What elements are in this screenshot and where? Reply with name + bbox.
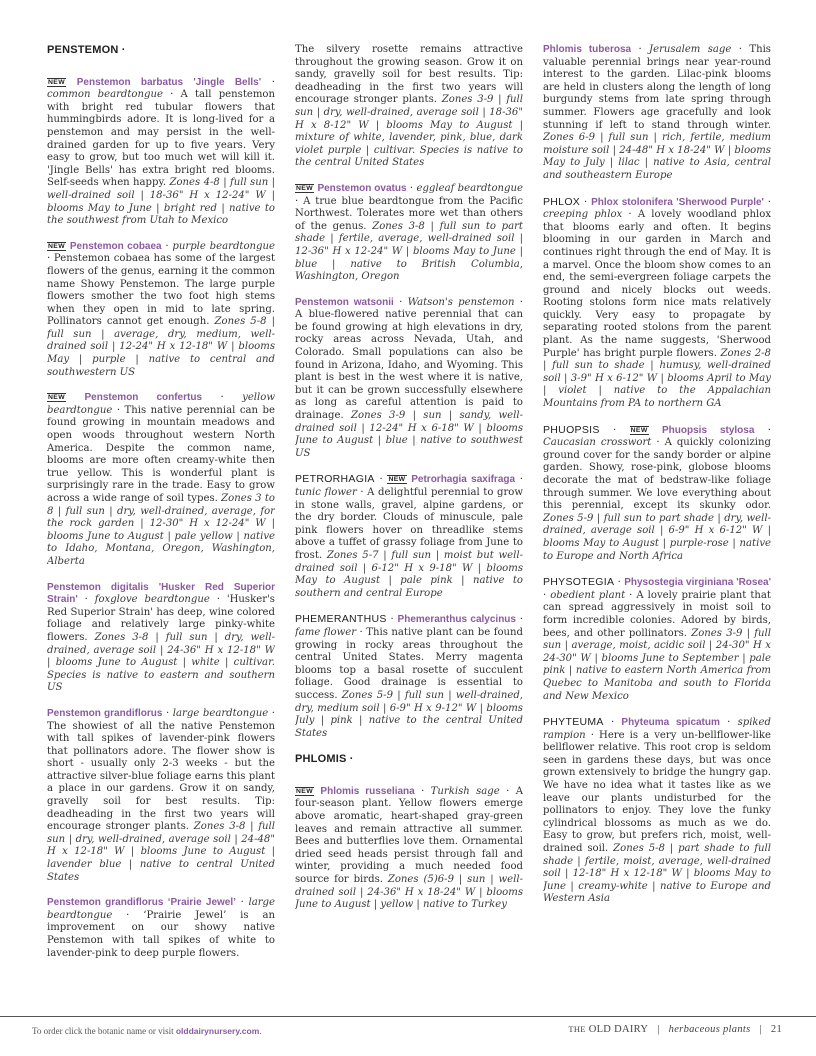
botanic-name-link[interactable]: Phuopsis stylosa [662,424,755,436]
botanic-name-link[interactable]: Phyteuma spicatum [621,717,720,729]
plant-description: This native perennial can be found growing in mountain meadows and open woods throughout western North America. Despite the common name, blooms are more often creamy-white then true yellow. This is wonderful plant is surprisingly rare in the trade. Easy to grow across a wide range of soil types. [47,404,275,504]
plant-description: A lovely prairie plant that can spread aggressively in moist soil to form incredible colonies. Adored by birds, bees, and other pollinators. [543,589,771,639]
plant-description: Penstemon cobaea has some of the largest flowers of the genus, earning it the common name Showy Penstemon. The large purple flowers smother the two foot high stems when they open in mid to late spring. Pollinators cannot get enough. [47,253,275,328]
growing-specs: Zones 3-9 | sun | sandy, well-drained soil | 12-24" H x 6-18" W | blooms June to August | blue | native to southwest US [295,410,523,459]
column-2 [295,44,523,1004]
plant-entry: Penstemon grandiflorus · large beardtongue · The showiest of all the native Penstemon with tall spikes of lavender-pink flowers that pollinators adore. The flower show is short - usually only 2-3 weeks - but the attractive silver-blue foliage earns this plant a place in our gardens. Grow it on sandy, gravelly soil for best results. Tip: deadheading in the first two years will encourage stronger plants. Zones 3-8 | full sun | dry, well-drained, average soil | 24-48" H x 12-18" W | blooms June to August | lavender blue | native to central United States [47,707,275,883]
genus-name: PHLOX [543,195,581,208]
botanic-name-link[interactable]: Petrorhagia saxifraga [411,474,516,486]
botanic-name-link[interactable]: Penstemon grandiflorus ‘Prairie Jewel’ [47,897,236,909]
footer-section: herbaceous plants [668,1024,751,1035]
common-name: foxglove beardtongue [94,594,210,606]
common-name: Caucasian crosswort [543,437,652,449]
plant-description: A true blue beardtongue from the Pacific Northwest. Tolerates more wet than others of the genus. [295,195,523,232]
footer-brand-prefix: THE [568,1024,586,1034]
footer-order-text: To order click the botanic name or visit [32,1026,176,1036]
botanic-name-link[interactable]: Penstemon ovatus [317,182,407,194]
botanic-name-link[interactable]: Phlox stolonifera 'Sherwood Purple' [591,196,764,208]
common-name: creeping phlox [543,209,623,221]
plant-description: ‘Prairie Jewel’ is an improvement on our showy native Penstemon with tall spikes of white to lavender-pink to deep purple flowers. [47,909,275,959]
common-name: large beardtongue [172,707,269,719]
plant-description: A blue-flowered native perennial that can be found growing at high elevations in dry, rocky areas across Nevada, Utah, and Colorado. Small populations can also be found in Arizona, Idaho, and Wyoming. This plant is best in the west where it is native, but it can be grown successfully elsewhere as long as careful attention is paid to drainage. [295,309,523,422]
growing-specs: Zones 3 to 8 | full sun | dry, well-drained, average, for the rock garden | 12-30" H x 12-24" W | blooms June to August | pale yellow | native to Idaho, Montana, Oregon, Washington, Alberta [47,493,275,567]
genus-heading [47,44,275,58]
new-badge: NEW [296,787,314,795]
footer-divider [0,1016,816,1017]
genus-name: PENSTEMON [47,44,119,56]
footer-brand: OLD DAIRY [585,1024,649,1035]
new-badge: NEW [296,184,314,192]
genus-name: PHYSOTEGIA [543,576,615,589]
growing-specs: Zones 6-9 | full sun | rich, fertile, medium moisture soil | 24-48" H x 18-24" W | blooms May to July | lilac | native to Asia, central and southeastern Europe [543,132,771,181]
new-badge: NEW [48,394,66,402]
growing-specs: Zones 5-8 | part shade to full shade | fertile, moist, average, well-drained soil | 12-18" H x 12-18" W | blooms May to June | creamy-white | native to Europe and Western Asia [543,843,771,905]
growing-specs: Zones 3-8 | full sun to part shade | fertile, average, well-drained soil | 12-36" H x 12-24" W | blooms May to June | blue | native to British Columbia, Washington, Oregon [295,220,523,283]
common-name: yellow beardtongue [47,392,275,416]
common-name: tunic flower [295,487,357,498]
plant-entry: NEW Penstemon ovatus · eggleaf beardtongue · A true blue beardtongue from the Pacific Northwest. Tolerates more wet than others of the genus. Zones 3-8 | full sun to part shade | fertile, average, well-drained soil | 12-36" H x 12-24" W | blooms May to June | blue | native to British Columbia, Washington, Oregon [295,182,523,283]
growing-specs: Zones 4-8 | full sun | well-drained soil | 18-36" H x 12-24" W | blooms May to June | bright red | native to the southwest from Utah to Mexico [47,177,275,227]
growing-specs: Zones 3-8 | full sun | dry, well-drained, average soil | 24-48" H x 12-18" W | blooms June to August | lavender blue | native to central United States [47,821,275,883]
botanic-name-link[interactable]: Penstemon confertus [84,392,202,404]
plant-entry: NEW Phlomis russeliana · Turkish sage · A four-season plant. Yellow flowers emerge above aromatic, heart-shaped gray-green leaves and remain attractive all summer. Bees and butterflies love them. Ornamental dried seed heads persist through fall and winter, providing a much needed food source for birds. Zones (5)6-9 | sun | well-drained soil | 24-36" H x 18-24" W | blooms June to August | yellow | native to Turkey [295,785,523,911]
plant-description: A delightful perennial to grow in stone walls, gravel, alpine gardens, or the dry border. Clouds of minuscule, pale pink flowers hover on threadlike stems above a tuffet of grassy foliage from June to frost. [295,487,523,561]
plant-entry: Phlomis tuberosa · Jerusalem sage · This valuable perennial brings near year-round interest to the garden. Lilac-pink blooms are held in clusters along the length of long burgundy stems from late spring through summer. Flowers age gracefully and look stunning if left to stand through winter. Zones 6-9 | full sun | rich, fertile, medium moisture soil | 24-48" H x 18-24" W | blooms May to July | lilac | native to Asia, central and southeastern Europe [543,44,771,181]
new-badge: NEW [630,426,648,434]
botanic-name-link[interactable]: Penstemon watsonii [295,296,394,308]
plant-entry: NEW Penstemon confertus · yellow beardtongue · This native perennial can be found growing in mountain meadows and open woods throughout western North America. Despite the common name, blooms are more often creamy-white then true yellow. This is wonderful plant is surprisingly rare in the trade. Easy to grow across a wide range of soil types. Zones 3 to 8 | full sun | dry, well-drained, average, for the rock garden | 12-30" H x 12-24" W | blooms June to August | pale yellow | native to Idaho, Montana, Oregon, Washington, Alberta [47,392,275,567]
plant-description: A four-season plant. Yellow flowers emerge above aromatic, heart-shaped gray-green leaves and remain attractive all summer. Bees and butterflies love them. Ornamental dried seed heads persist through fall and winter, providing a much needed food source for birds. [295,785,523,886]
genus-heading [295,753,523,767]
growing-specs: Zones 5-9 | full sun to part shade | dry, well-drained, average soil | 6-9" H x 6-12" W | blooms May to August | purple-rose | native to Europe and North Africa [543,512,771,562]
botanic-name-link[interactable]: Penstemon digitalis 'Husker Red Superior Strain' [47,581,275,606]
column-3 [543,44,771,1004]
common-name: Jerusalem sage [649,44,732,55]
genus-name: PHLOMIS [295,753,347,766]
botanic-name-link[interactable]: Physostegia virginiana 'Rosea' [624,577,771,589]
column-1 [47,44,275,1004]
growing-specs: Zones 3-9 | full sun | dry, well-drained, average soil | 18-36" H x 8-12" W | blooms May to August | mixture of white, lavender, pink, blue, dark violet purple | cultivar. Species is native to the central United States [295,94,523,169]
common-name: eggleaf beardtongue [416,182,523,194]
footer-page-number: 21 [770,1024,782,1035]
common-name: Watson's penstemon [407,296,515,308]
botanic-name-link[interactable]: Phlomis russeliana [320,785,415,797]
plant-description: A quickly colonizing ground cover for the sandy border or alpine garden. Showy, rose-pink, globose blooms decorate the mat of bedstraw-like foliage through summer. We love everything about this perennial, except its skunky odor. [543,437,771,512]
growing-specs: Zones 3-9 | full sun | average, moist, acidic soil | 24-30" H x 24-30" W | blooms June to September | pale pink | native to eastern North America from Quebec to Manitoba and south to Florida and New Mexico [543,627,771,702]
plant-entry: PHYTEUMA · Phyteuma spicatum · spiked rampion · Here is a very un-bellflower-like bellflower relative. This root crop is seldom seen in gardens these days, but was once grown extensively to bridge the hungry gap. We have no idea what it tastes like as we leave our plants undisturbed for the pollinators to enjoy. They love the funky cylindrical blossoms as much as we do. Easy to grow, but prefers rich, moist, well-drained soil. Zones 5-8 | part shade to full shade | fertile, moist, average, well-drained soil | 12-18" H x 12-18" W | blooms May to June | creamy-white | native to Europe and Western Asia [543,716,771,905]
genus-name: PETRORHAGIA [295,473,375,486]
growing-specs: Zones 3-8 | full sun | dry, well-drained, average soil | 24-36" H x 12-18" W | blooms June to August | white | cultivar. Species is native to eastern and southern US [47,631,275,694]
botanic-name-link[interactable]: Phemeranthus calycinus [397,614,516,626]
genus-separator: · [118,44,126,56]
footer-order-note [32,1026,262,1036]
plant-description: The showiest of all the native Penstemon with tall spikes of lavender-pink flowers that pollinators adore. The flower show is short - usually only 2-3 weeks - but the attractive silver-blue foliage earns this plant a place in our gardens. Grow it on sandy, gravelly soil for best results. Tip: deadheading in the first two years will encourage stronger plants. [47,720,275,833]
common-name: large beardtongue [47,897,275,921]
growing-specs: Zones 5-8 | full sun | average, dry, medium, well-drained soil | 12-24" H x 12-18" W | blooms May | purple | native to central and southwestern US [47,316,275,378]
new-badge: NEW [388,476,406,484]
plant-description: A lovely woodland phlox that blooms early and often. It begins blooming in our garden in March and continues right through the end of May. It is a marvel. Once the bloom show comes to an end, the semi-evergreen foliage carpets the ground and nicely blocks out weeds. Rooting stolons form nice mats relatively quickly. Very easy to propagate by separating rooted stolons from the parent plant. As the name suggests, 'Sherwood Purple' has bright purple flowers. [543,209,771,359]
plant-entry: Penstemon digitalis 'Husker Red Superior Strain' · foxglove beardtongue · 'Husker's Red Superior Strain' has deep, wine colored foliage and relatively large pinky-white flowers. Zones 3-8 | full sun | dry, well-drained, average soil | 24-36" H x 12-18" W | blooms June to August | white | cultivar. Species is native to eastern and southern US [47,581,275,694]
common-name: fame flower [295,626,357,638]
botanic-name-link[interactable]: Penstemon cobaea [69,240,162,252]
plant-description: This valuable perennial brings near year-round interest to the garden. Lilac-pink blooms are held in clusters along the length of long burgundy stems from late spring through summer. Flowers age gracefully and look stunning if left to stand through winter. [543,44,771,131]
new-badge: NEW [48,242,66,250]
growing-specs: Zones (5)6-9 | sun | well-drained soil | 24-36" H x 18-24" W | blooms June to August | yellow | native to Turkey [295,874,523,911]
plant-entry: Penstemon watsonii · Watson's penstemon · A blue-flowered native perennial that can be found growing at high elevations in dry, rocky areas across Nevada, Utah, and Colorado. Small populations can also be found in Arizona, Idaho, and Wyoming. This plant is best in the west where it is native, but it can be grown successfully elsewhere as long as careful attention is paid to drainage. Zones 3-9 | sun | sandy, well-drained soil | 12-24" H x 6-18" W | blooms June to August | blue | native to southwest US [295,296,523,459]
genus-name: PHUOPSIS [543,423,600,436]
plant-entry [295,44,523,170]
plant-description: A tall penstemon with bright red tubular flowers that hummingbirds adore. It is long-lived for a penstemon and may persist in the well-drained garden for up to five years. Very easy to grow, but too much wet will kill it. 'Jingle Bells' has extra bright red blooms. Self-seeds when happy. [47,89,275,189]
plant-entry: Penstemon grandiflorus ‘Prairie Jewel’ · large beardtongue · ‘Prairie Jewel’ is an improvement on our showy native Penstemon with tall spikes of white to lavender-pink to deep purple flowers. [47,897,275,959]
plant-entry: PHUOPSIS · NEW Phuopsis stylosa · Caucasian crosswort · A quickly colonizing ground cover for the sandy border or alpine garden. Showy, rose-pink, globose blooms decorate the mat of bedstraw-like foliage through summer. We love everything about this perennial, except its skunky odor. Zones 5-9 | full sun to part shade | dry, well-drained, average soil | 6-9" H x 6-12" W | blooms May to August | purple-rose | native to Europe and North Africa [543,423,771,562]
plant-description: Here is a very un-bellflower-like bellflower relative. This root crop is seldom seen in gardens these days, but was once grown extensively to bridge the hungry gap. We have no idea what it tastes like as we leave our plants undisturbed for the pollinators to enjoy. They love the funky cylindrical blossoms as much as we do. Easy to grow, but prefers rich, moist, well-drained soil. [543,729,771,855]
common-name: obedient plant [550,589,626,601]
common-name: purple beardtongue [172,240,275,252]
common-name: Turkish sage [430,785,500,797]
footer-branding: THE OLD DAIRY | herbaceous plants | 21 [568,1024,782,1035]
plant-entry: NEW Penstemon barbatus 'Jingle Bells' · common beardtongue · A tall penstemon with bright red tubular flowers that hummingbirds adore. It is long-lived for a penstemon and may persist in the well-drained garden for up to five years. Very easy to grow, but too much wet will kill it. 'Jingle Bells' has extra bright red blooms. Self-seeds when happy. Zones 4-8 | full sun | well-drained soil | 18-36" H x 12-24" W | blooms May to June | bright red | native to the southwest from Utah to Mexico [47,76,275,227]
growing-specs: Zones 5-9 | full sun | well-drained, dry, medium soil | 6-9" H x 9-12" W | blooms July | pink | native to the central United States [295,689,523,739]
entry-continuation: The silvery rosette remains attractive throughout the growing season. Grow it on sandy, gravelly soil for best results. Tip: deadheading in the first two years will encourage stronger plants. [295,44,523,106]
plant-entry: PHYSOTEGIA · Physostegia virginiana 'Rosea' · obedient plant · A lovely prairie plant that can spread aggressively in moist soil to form incredible colonies. Adored by birds, bees, and other pollinators. Zones 3-9 | full sun | average, moist, acidic soil | 24-30" H x 24-30" W | blooms June to September | pale pink | native to eastern North America from Quebec to Manitoba and south to Florida and New Mexico [543,576,771,702]
botanic-name-link[interactable]: Penstemon barbatus 'Jingle Bells' [76,76,262,88]
footer-order-end: . [259,1026,262,1036]
genus-separator: · [346,753,354,766]
common-name: spiked rampion [543,717,771,741]
growing-specs: Zones 5-7 | full sun | moist but well-drained soil | 6-12" H x 9-18" W | blooms May to August | pale pink | native to southern and central Europe [295,549,523,599]
catalog-columns [47,44,771,1004]
new-badge: NEW [48,78,66,86]
genus-name: PHEMERANTHUS [295,613,387,626]
botanic-name-link[interactable]: Phlomis tuberosa [543,44,632,55]
plant-description: This native plant can be found growing in rocky areas throughout the central United States. Merry magenta blooms top a basal rosette of succulent foliage. Good drainage is essential to success. [295,626,523,701]
botanic-name-link[interactable]: Penstemon grandiflorus [47,707,163,719]
growing-specs: Zones 2-8 | full sun to shade | humusy, well-drained soil | 3-9" H x 6-12" W | blooms April to May | violet | native to the Appalachian Mountains from PA to northern GA [543,347,771,410]
plant-entry: NEW Penstemon cobaea · purple beardtongue · Penstemon cobaea has some of the largest flowers of the genus, earning it the common name Showy Penstemon. The large purple flowers smother the two foot high stems when they open in mid to late spring. Pollinators cannot get enough. Zones 5-8 | full sun | average, dry, medium, well-drained soil | 12-24" H x 12-18" W | blooms May | purple | native to central and southwestern US [47,240,275,378]
footer-site-link[interactable]: olddairynursery.com [175,1026,260,1036]
plant-description: 'Husker's Red Superior Strain' has deep, wine colored foliage and relatively large pinky-white flowers. [47,594,275,643]
common-name: common beardtongue [47,89,163,101]
plant-entry: PHLOX · Phlox stolonifera 'Sherwood Purple' · creeping phlox · A lovely woodland phlox that blooms early and often. It begins blooming in our garden in March and continues right through the end of May. It is a marvel. Once the bloom show comes to an end, the semi-evergreen foliage carpets the ground and nicely blocks out weeds. Rooting stolons form nice mats relatively quickly. Very easy to propagate by separating rooted stolons from the parent plant. As the name suggests, 'Sherwood Purple' has bright purple flowers. Zones 2-8 | full sun to shade | humusy, well-drained soil | 3-9" H x 6-12" W | blooms April to May | violet | native to the Appalachian Mountains from PA to northern GA [543,195,771,410]
plant-entry: PETRORHAGIA · NEW Petrorhagia saxifraga · tunic flower · A delightful perennial to grow in stone walls, gravel, alpine gardens, or the dry border. Clouds of minuscule, pale pink flowers hover on threadlike stems above a tuffet of grassy foliage from June to frost. Zones 5-7 | full sun | moist but well-drained soil | 6-12" H x 9-18" W | blooms May to August | pale pink | native to southern and central Europe [295,473,523,599]
plant-entry: PHEMERANTHUS · Phemeranthus calycinus · fame flower · This native plant can be found growing in rocky areas throughout the central United States. Merry magenta blooms top a basal rosette of succulent foliage. Good drainage is essential to success. Zones 5-9 | full sun | well-drained, dry, medium soil | 6-9" H x 9-12" W | blooms July | pink | native to the central United States [295,613,523,739]
genus-name: PHYTEUMA [543,716,604,729]
